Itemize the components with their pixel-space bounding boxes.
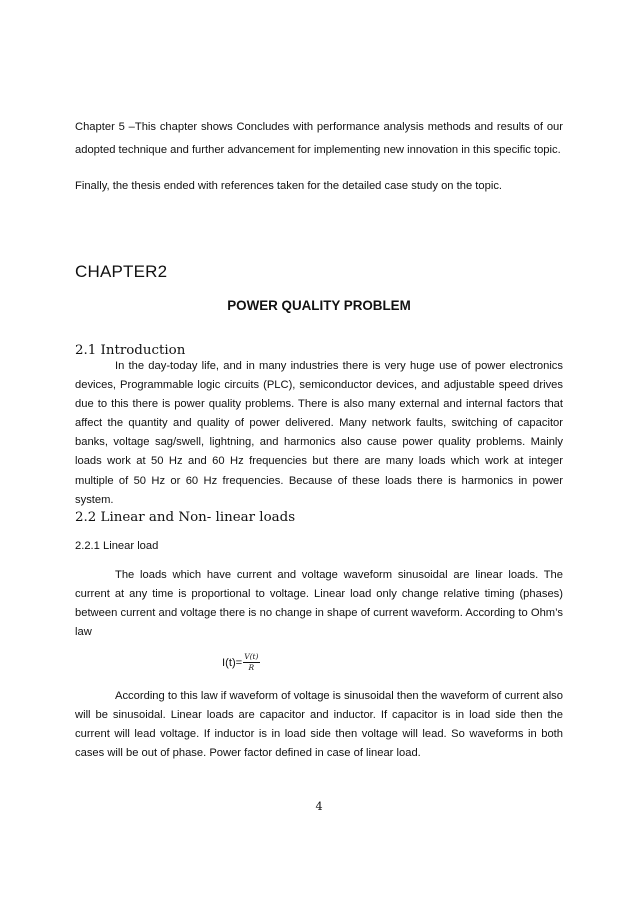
ohms-law-explanation-paragraph: According to this law if waveform of voltage is sinusoidal then the waveform of current also will be sinusoidal. Linear loads are capacitor and inductor. If capacitor is in load side then the current will lead voltage. If inductor is in load side then voltage will lead. So waveforms in both cases will be out of phase. Power factor defined in case of linear load. <box>75 690 563 760</box>
formula-denominator: R <box>248 663 255 672</box>
intro-paragraph-chapter5: Chapter 5 –This chapter shows Concludes with performance analysis methods and results of our adopted technique and further advancement for implementing new innovation in this specific topic. <box>75 121 563 156</box>
formula-numerator: V(t) <box>244 652 259 661</box>
subsection-heading-linear-load: 2.2.1 Linear load <box>75 540 159 552</box>
chapter-title: POWER QUALITY PROBLEM <box>227 298 411 313</box>
introduction-paragraph: In the day-today life, and in many industries there is very huge use of power electronics devices, Programmable logic circuits (PLC), semiconductor devices, and adjustable speed drives due to this there is power quality problems. There is also many external and internal factors that affect the quantity and quality of power delivered. Many network faults, switching of capacitor banks, voltage sag/swell, lightning, and harmonics also cause power quality problems. Mainly loads work at 50 Hz and 60 Hz frequencies but there are many loads which work at integer multiple of 50 Hz or 60 Hz frequencies. Because of these loads there is harmonics in power system. <box>75 360 563 506</box>
formula-fraction <box>243 652 259 673</box>
linear-load-paragraph: The loads which have current and voltage waveform sinusoidal are linear loads. The current at any time is proportional to voltage. Linear load only change relative timing (phases) between current and voltage there is no change in shape of current waveform. According to Ohm’s law <box>75 569 563 639</box>
formula-lhs: I(t)= <box>222 656 243 669</box>
section-heading-introduction: 2.1 Introduction <box>75 343 186 358</box>
section-heading-linear-nonlinear: 2.2 Linear and Non- linear loads <box>75 510 296 525</box>
chapter-heading: CHAPTER2 <box>75 262 168 281</box>
ohms-law-formula <box>222 652 260 673</box>
page-number: 4 <box>315 800 323 813</box>
intro-paragraph-references: Finally, the thesis ended with references taken for the detailed case study on the topic. <box>75 180 503 192</box>
